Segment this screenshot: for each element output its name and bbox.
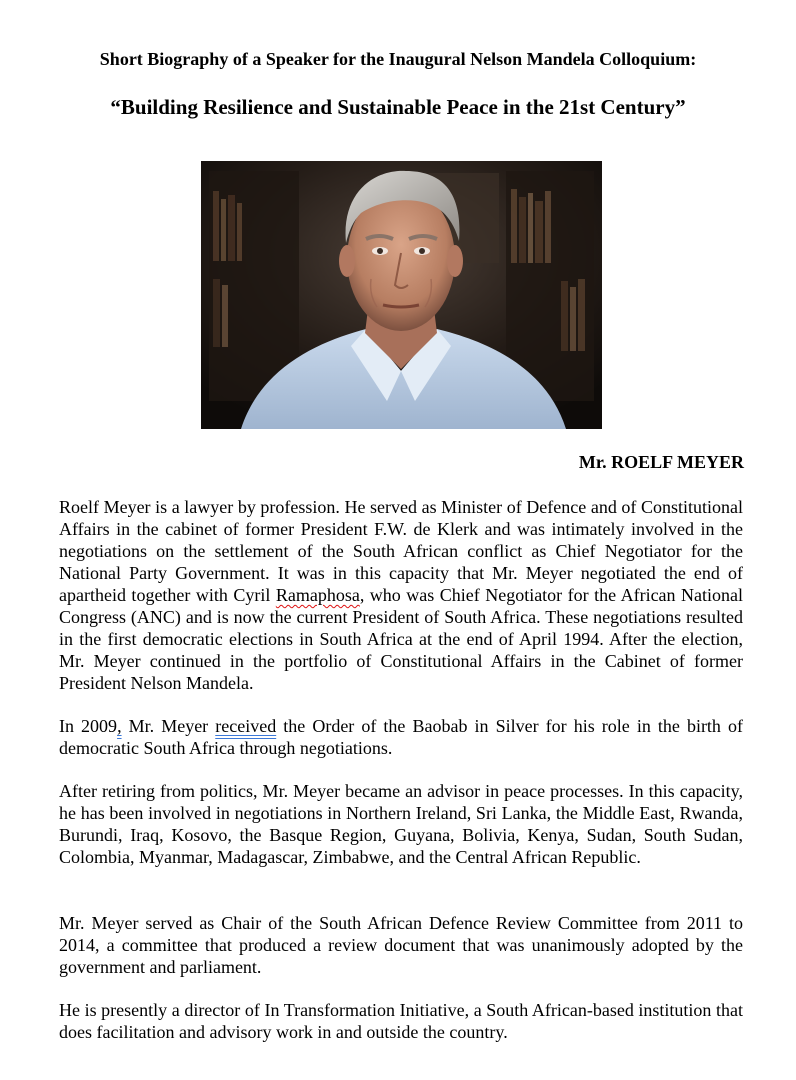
bio-text: Mr. Meyer <box>121 716 216 736</box>
speaker-name: Mr. ROELF MEYER <box>578 452 744 472</box>
grammar-flagged-text[interactable]: received <box>215 716 277 736</box>
grammar-flagged-text[interactable]: , <box>117 716 122 736</box>
bio-text: , who was Chief Negotiator for the African National Congress (ANC) and is now the current President of South Africa. These negotiations resulted in the first democratic elections in South Africa at the end of April 1994. After the election, Mr. Meyer continued in the portfolio of Constitutional Affairs in the Cabinet of former President Nelson Mandela. <box>59 585 743 693</box>
bio-paragraph-5: He is presently a director of In Transformation Initiative, a South African-based institution that does facilitation and advisory work in and outside the country. <box>59 1000 743 1042</box>
speaker-photo <box>201 161 602 429</box>
spelling-flagged-word[interactable]: Ramaphosa <box>275 585 360 605</box>
bio-text: the Order of the Baobab in Silver for his role in the birth of democratic South Africa through negotiations. <box>59 716 743 758</box>
bio-text: In 2009 <box>59 716 118 736</box>
bio-text: Roelf Meyer is a lawyer by profession. He served as Minister of Defence and of Constitutional Affairs in the cabinet of former President F.W. de Klerk and was intimately involved in the negotiations on the settlement of the South African conflict as Chief Negotiator for the National Party Government. It was in this capacity that Mr. Meyer negotiated the end of apartheid together with Cyril <box>59 497 743 605</box>
bio-paragraph-3: After retiring from politics, Mr. Meyer became an advisor in peace processes. In this capacity, he has been involved in negotiations in Northern Ireland, Sri Lanka, the Middle East, Rwanda, Burundi, Iraq, Kosovo, the Basque Region, Guyana, Bolivia, Kenya, Sudan, South Sudan, Colombia, Myanmar, Madagascar, Zimbabwe, and the Central African Republic. <box>59 781 743 867</box>
bio-paragraph-1 <box>59 496 743 694</box>
bio-paragraph-2 <box>59 715 743 759</box>
bio-paragraph-4: Mr. Meyer served as Chair of the South African Defence Review Committee from 2011 to 2014, a committee that produced a review document that was unanimously adopted by the government and parliament. <box>59 913 743 977</box>
document-title: Short Biography of a Speaker for the Inaugural Nelson Mandela Colloquium: <box>99 49 697 69</box>
colloquium-theme: “Building Resilience and Sustainable Peace in the 21st Century” <box>110 95 686 119</box>
